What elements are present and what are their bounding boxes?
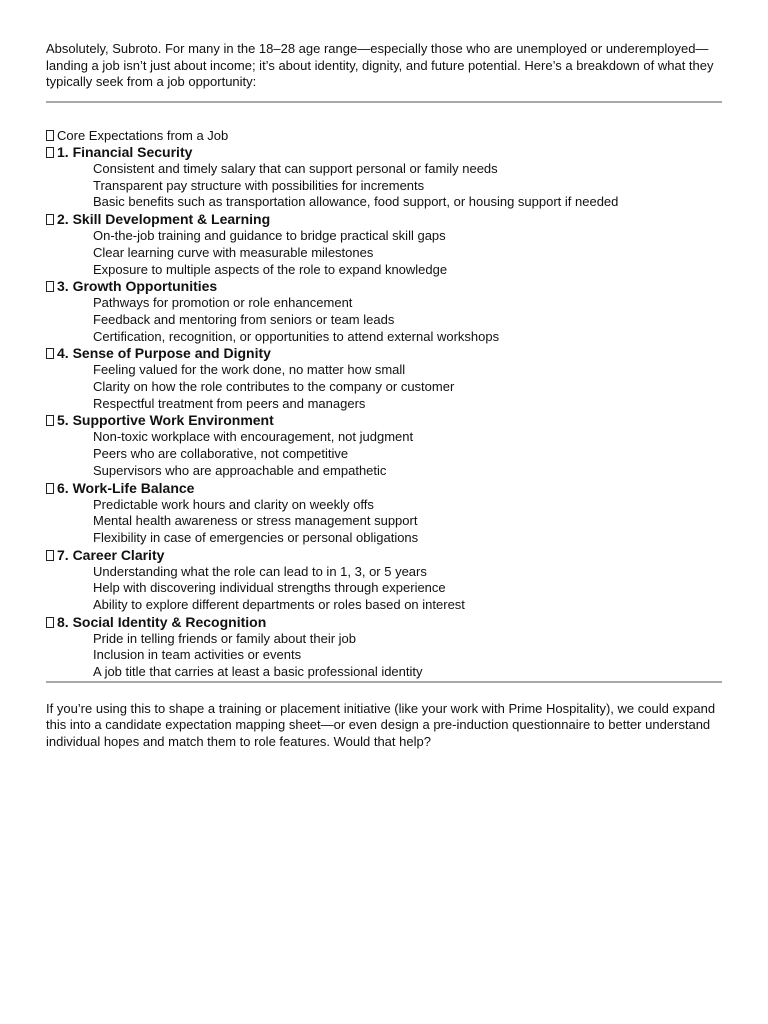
category-title: 5. Supportive Work Environment xyxy=(46,412,722,429)
list-item: Clarity on how the role contributes to the company or customer xyxy=(93,379,455,395)
missing-glyph-icon xyxy=(46,214,54,225)
category-items xyxy=(46,564,722,614)
category-7 xyxy=(46,547,722,614)
list-item: A job title that carries at least a basic professional identity xyxy=(93,664,423,680)
missing-glyph-icon xyxy=(46,617,54,628)
category-title: 4. Sense of Purpose and Dignity xyxy=(46,345,722,362)
list-item: Pathways for promotion or role enhancement xyxy=(93,295,353,311)
list-item: Predictable work hours and clarity on weekly offs xyxy=(93,496,374,512)
section-heading xyxy=(46,128,722,145)
list-item: Flexibility in case of emergencies or personal obligations xyxy=(93,529,419,545)
category-items xyxy=(46,228,722,278)
category-title: 1. Financial Security xyxy=(46,144,722,161)
category-title: 7. Career Clarity xyxy=(46,547,722,564)
list-item: Transparent pay structure with possibilities for increments xyxy=(93,177,425,193)
category-items xyxy=(46,631,722,681)
list-item: Feeling valued for the work done, no matter how small xyxy=(93,362,406,378)
list-item: Certification, recognition, or opportunities to attend external workshops xyxy=(93,328,500,344)
list-item: Clear learning curve with measurable milestones xyxy=(93,244,374,260)
list-item: Exposure to multiple aspects of the role to expand knowledge xyxy=(93,261,448,277)
category-items xyxy=(46,295,722,345)
list-item: Consistent and timely salary that can support personal or family needs xyxy=(93,161,498,176)
category-title: 6. Work-Life Balance xyxy=(46,480,722,497)
category-items xyxy=(46,429,722,479)
category-6 xyxy=(46,480,722,547)
list-item: Ability to explore different departments or roles based on interest xyxy=(93,597,465,613)
missing-glyph-icon xyxy=(46,147,54,158)
list-item: Inclusion in team activities or events xyxy=(93,647,302,663)
missing-glyph-icon xyxy=(46,550,54,561)
missing-glyph-icon xyxy=(46,483,54,494)
list-item: Peers who are collaborative, not competitive xyxy=(93,446,349,462)
document-page xyxy=(46,41,722,750)
divider-bottom xyxy=(46,681,722,683)
list-item: Help with discovering individual strengths through experience xyxy=(93,580,446,596)
category-items xyxy=(46,362,722,412)
category-2 xyxy=(46,211,722,278)
missing-glyph-icon xyxy=(46,130,54,141)
list-item: Understanding what the role can lead to in 1, 3, or 5 years xyxy=(93,563,427,579)
category-title: 3. Growth Opportunities xyxy=(46,278,722,295)
category-4 xyxy=(46,345,722,412)
list-item: On-the-job training and guidance to bridge practical skill gaps xyxy=(93,228,446,244)
list-item: Mental health awareness or stress management support xyxy=(93,513,418,529)
category-title: 8. Social Identity & Recognition xyxy=(46,614,722,631)
category-items xyxy=(46,497,722,547)
section-heading-text: Core Expectations from a Job xyxy=(57,127,229,143)
list-item: Supervisors who are approachable and empathetic xyxy=(93,462,387,478)
expectations-section xyxy=(46,128,722,681)
list-item: Non-toxic workplace with encouragement, not judgment xyxy=(93,429,414,445)
list-item: Pride in telling friends or family about their job xyxy=(93,630,357,646)
intro-paragraph: Absolutely, Subroto. For many in the 18–28 age range—especially those who are unemployed or underemployed—landing a job isn’t just about income; it’s about identity, dignity, and future potential. Here’s a breakdown of what they typically seek from a job opportunity: xyxy=(46,41,714,89)
missing-glyph-icon xyxy=(46,348,54,359)
closing-paragraph: If you’re using this to shape a training or placement initiative (like your work with Prime Hospitality), we could expand this into a candidate expectation mapping sheet—or even design a pre-induction questionnaire to better understand individual hopes and match them to role features. Would that help? xyxy=(46,700,716,749)
list-item: Basic benefits such as transportation allowance, food support, or housing support if needed xyxy=(93,194,619,210)
category-1 xyxy=(46,144,722,211)
divider-top xyxy=(46,101,722,103)
category-title: 2. Skill Development & Learning xyxy=(46,211,722,228)
category-3 xyxy=(46,278,722,345)
list-item: Feedback and mentoring from seniors or team leads xyxy=(93,311,395,327)
category-5 xyxy=(46,412,722,479)
list-item: Respectful treatment from peers and managers xyxy=(93,395,366,411)
missing-glyph-icon xyxy=(46,415,54,426)
category-items xyxy=(46,161,722,211)
category-8 xyxy=(46,614,722,681)
missing-glyph-icon xyxy=(46,281,54,292)
